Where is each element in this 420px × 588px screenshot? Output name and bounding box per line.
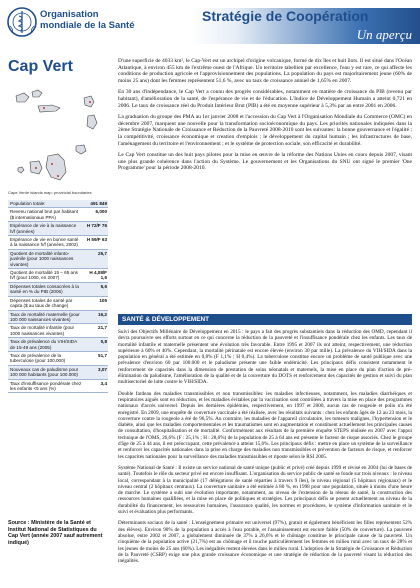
- health-paragraph: Système National de Santé : Il existe un service national de santé unique (public et privé) créé depuis 1999 et révisé en 2004 (loi de bases de santé). Toutefois le rôle du secteur privé est encore insuffisant. L'organisation du service public de santé se fonde sur trois niveaux : le niveau local, correspondant à la municipalité (17 délégations de santé réparties à travers 9 îles), le niveau régional (5 hôpitaux régionaux) et le niveau central (2 hôpitaux centraux). La couverture sanitaire a été estimée à 80 %, en 1998 pour une population, située à moins d'une heure de marche. Le système a subi une évolution importante, notamment, au niveau de l'extension de la réseau de santé, la construction des ressources humaines qualifiées, et la mise en place de politiques et stratégies. Les principaux défis se posent actuellement au niveau de la durabilité du financement, les ressources humaines, l'assurance qualité, les normes et procédures, le système d'information sanitaire et le suivi et évaluation plus performants.: [118, 464, 412, 516]
- intro-paragraph: Le Cap Vert constitue un des huit pays pilotes pour la mise en œuvre de la réforme des Nations Unies en cours depuis 2007, visant une plus grande cohérence dans l'action du Système. Le gouvernement et les Organisations du SNU ont signé le premier 'One Programme' pour la période 2008-2010.: [118, 152, 412, 172]
- stat-value: 51,7: [98, 352, 107, 358]
- stat-row: [8, 200, 108, 208]
- document-header: [0, 0, 420, 50]
- stat-value: 491 849: [90, 201, 107, 206]
- section-heading: SANTÉ & DÉVELOPPEMENT: [118, 314, 412, 325]
- stat-value: 105: [99, 297, 107, 303]
- stat-value: 16,2: [98, 311, 107, 317]
- health-paragraph: Déterminants sociaux de la santé : L'enseignement primaire est universel (97%), gratuit et également bénéficient les filles représentent 52% des élèves). Environ 90% de la population a accès à l'eau potable, et l'assainissement est encore faible (50% de couverture). La pauvreté absolue, entre 2002 et 2007, a globalement diminuée de 37% à 26,6% et le chômage constitue le principale cause de la pauvreté. Un cinquième de la population active (21,7%) est au chômage et il touche particulièrement les femmes en milieu rural avec un taux de 28% et les jeunes de moins de 25 ans (60%). Les inégalités restent élevées dans le milieu rural. L'adoption de la Stratégie de Croissance et Réduction de la Pauvreté (CSRP) exige une plus grande croissance économique et une stratégie de réduction de la pauvreté visant la réduction des inégalités.: [118, 520, 412, 565]
- stat-row: [8, 338, 108, 352]
- stat-label: Quotient de mortalité 15 – 65 ans h/f (pour 1000, en 2007): [10, 270, 78, 281]
- country-title: Cap Vert: [8, 58, 73, 75]
- stat-label: Taux de mortalité maternelle (pour 100 000 naissances vivantes): [10, 311, 80, 322]
- intro-paragraph: D'une superficie de 4033 km², le Cap-Vert est un archipel d'origine volcanique, formé de dix îles et huit îlots. Il est situé dans l'Océan Atlantique, à environ 455 km de l'extrême ouest de l'Afrique. Un territoire tabellien par excellence, l'eau y est rare, ce qui affecte les conditions de production agricole et l'approvisionnement des populations. La population du pays est majoritairement jeune (60% de moins 25 ans) dont les femmes représentent 51,6 %, avec un taux de croissance annuel de 1,65% en 2007.: [118, 58, 412, 84]
- stat-label: Dépenses totales de santé par capita ($ au taux de change): [10, 297, 73, 309]
- stat-label: Espérance de vie à la naissance h/f (années): [10, 223, 77, 234]
- stat-value: H 72/F 76: [86, 223, 107, 229]
- stat-row: [8, 366, 108, 380]
- stat-label: Nouveaux cas de paludisme pour 100 000 habitants (pour 100.000): [10, 366, 79, 378]
- stat-row: [8, 311, 108, 325]
- stat-label: Taux de prévalence de la tuberculose (pour 100,000): [10, 352, 66, 364]
- stat-label: Population totale:: [10, 201, 46, 206]
- stat-row: [8, 222, 108, 236]
- stat-label: Quotient de mortalité infanto-juvénile (pour 1000 naissances vivantes): [10, 250, 74, 267]
- stat-value: 3,07: [98, 366, 107, 372]
- stat-value: H 4,08/F 1,6: [89, 270, 107, 281]
- health-paragraph: Suivi des Objectifs Millénaire de Développement en 2015 : le pays a fait des progrès substantiels dans la réduction des OMD, cependant il devra poursuivre ses efforts surtout en ce qui concerne la réduction de la pauvreté et l'insuffisance pondérale chez les enfants. Les taux de mortalité infantile et maternelle présentent une évolution très favorable. Entre 1995 et 2007 ils ont atteint, respectivement, une réduction supérieure à 60% et 40%. Cependant, la mortalité périnatale est encore élevée (environ 30 par mille). La prévalence du VIH/SIDA dans la population en général a été estimée en 0,8% (F 1,1% ; H 0,4%). La tuberculose constitue encore un problème de santé publique avec une prévalence d'environ 60 par 100.000 et le paludisme présente une faible endémicité. Les principaux défis consistent notamment le renforcement de capacités dans la dimension de prestation de soins néonatals et maternels, la mise en place du plan d'action de pré-élimination du paludisme, l'amélioration de la qualité et de la couverture du DOTS et renforcement des capacités de gestion et suivi du plan multisectoriel de lutte contre le VIH/SIDA.: [118, 329, 412, 386]
- stat-label: Espérance de vie en bonne santé à la naissance h/f (années, 2002): [10, 237, 79, 248]
- stat-label: Taux d'insuffisance pondérale chez les enfants <5 ans (%): [10, 380, 82, 391]
- document-title: Stratégie de Coopération: [202, 8, 369, 24]
- who-emblem-icon: [6, 6, 38, 38]
- organization-name: Organisation mondiale de la Santé: [40, 9, 135, 31]
- stat-value: H 59/F 63: [86, 237, 107, 243]
- document-subtitle: Un aperçu: [356, 27, 412, 42]
- stat-row: [8, 283, 108, 297]
- stat-row: [8, 352, 108, 366]
- statistics-table: [8, 200, 108, 393]
- stat-value: 3,4: [100, 380, 107, 386]
- stat-label: Dépenses totales consacrées à la santé en % du PIB (2006): [10, 283, 79, 295]
- source-note: Source : Ministère de la Santé et Institut National de Statistiques du Cap Vert (année 2007 sauf autrement indiqué): [8, 520, 103, 546]
- stat-label: Taux de prévalence du VIH/SIDA de 15-49 ans (2005): [10, 339, 77, 350]
- health-text: [118, 329, 412, 569]
- stat-value: 21,7: [98, 325, 107, 331]
- health-paragraph: Double fardeau des maladies transmissibles et non transmissibles: les maladies infectieuses, notamment, les maladies diarrhéiques et respiratoires aiguës sont en réduction, et les maladies évitables par la vaccination sont contrôlées à travers la mise en place des programmes nationaux d'accès universel. Depuis les dernières épidémies, respectivement, en 1997 et 2000, aucun cas de rougeole et polio n'a été enregistré. En 2009, une enquête de couverture vaccinale a été réalisée, avec les résultats suivants : chez les enfants âgés de 12 au 23 mois, la couverture contre la rougeole a été de 96,5%. Au contraire, les maladies de l'appareil circulatoire, les tumeurs malignes, l'hypertension et le diabète, ainsi que les maladies comportementales et les traumatismes sont en augmentation et constituent actuellement les principales causes de consultation, d'hospitalisation et de mortalité. Conformément aux résultats de la première enquête STEPS réalisée en 2007 avec l'appui technique de l'OMS, 26,6% (F : 25,1% ; H : 28,6%) de la population de 25 à 64 ans est présente le facteur de risque associés. Chez le groupe d'âge de 25 à 44 ans, il est préoccupant, cette prévalence a atteint 15,6%. Les principaux défis : mettre en place un système de la surveillance et renforcer les capacités nationales dans la prise en charge des maladies non transmissibles et prévention de facteurs de risque, et renforcer les capacités nationales pour la surveillance des maladies transmissibles et riposte selon le RSI 2005.: [118, 390, 412, 460]
- intro-paragraph: En 30 ans d'indépendance, le Cap Vert a connu des progrès considérables, notamment en matière de croissance du PIB (revenu par habitant), d'amélioration de la santé, de l'espérance de vie et de l'éducation. L'Indice de Développement Humain a atteint 0,721 en 2006. Le taux de croissance réel du Produit Intérieur Brut (PIB) a été en moyenne supérieur à 5,3% par an entre 2001 en 2006.: [118, 89, 412, 109]
- stat-row: [8, 236, 108, 250]
- stat-label: Taux de mortalité infantile (pour 1000 naissances vivantes): [10, 325, 75, 336]
- stat-value: 25,7: [98, 250, 107, 256]
- stat-value: 0,8: [100, 339, 107, 345]
- cape-verde-map-icon: [8, 82, 104, 190]
- stat-label: Revenu national brut par habitant ($ internationaux PPA): [10, 209, 78, 220]
- stat-value: 6,000: [95, 209, 107, 215]
- stat-row: [8, 324, 108, 338]
- stat-row: [8, 250, 108, 269]
- intro-text: [118, 58, 412, 177]
- map-caption: Cape Verde islands map: provincial boundaries: [8, 190, 92, 195]
- stat-row: [8, 380, 108, 394]
- stat-row: [8, 208, 108, 222]
- stat-row: [8, 297, 108, 311]
- intro-paragraph: La graduation du groupe des PMA au 1er janvier 2008 et l'accession du Cap Vert à l'Organisation Mondiale du Commerce (OMC) en décembre 2007, marquent une nouvelle pour la transformation socioéconomique du pays. Les priorités nationales indiquées dans la 2ème Stratégie Nationale de Croissance et Réduction de la Pauvreté 2008-2010 sont les suivantes: la bonne gouvernance et l'égalité ; la compétitivité, croissance économique et creation d'emplois ; le développement du capital humain ; les infrastructures de base, l'aménagement du territoire et l'environnement ; et le système de protection sociale, son efficacité et durabilité.: [118, 114, 412, 147]
- stat-row: [8, 269, 108, 283]
- stat-value: 5,6: [100, 283, 107, 289]
